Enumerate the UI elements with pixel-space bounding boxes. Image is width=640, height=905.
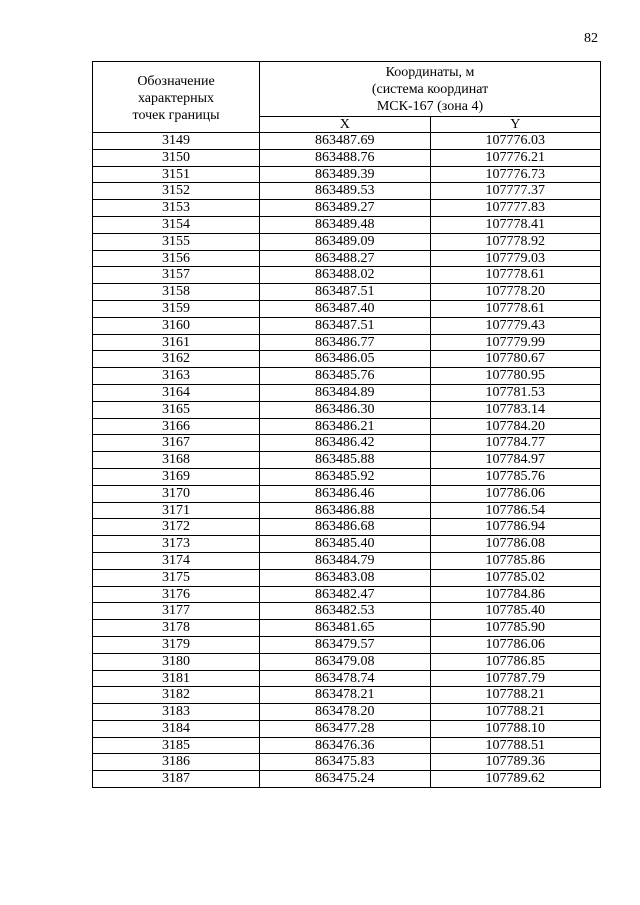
coordinates-header-line: (система координат [371,82,489,97]
point-id-cell: 3175 [93,569,260,586]
x-coordinate-cell: 863489.48 [260,216,431,233]
table-row [93,569,601,586]
point-id-cell: 3178 [93,620,260,637]
y-coordinate-cell: 107776.03 [430,133,601,150]
table-row [93,653,601,670]
table-row [93,401,601,418]
y-coordinate-cell: 107786.94 [430,519,601,536]
y-coordinate-cell: 107778.61 [430,300,601,317]
point-id-cell: 3184 [93,720,260,737]
point-id-cell: 3161 [93,334,260,351]
y-coordinate-cell: 107779.99 [430,334,601,351]
table-row [93,133,601,150]
point-id-cell: 3187 [93,771,260,788]
x-coordinate-cell: 863486.68 [260,519,431,536]
y-coordinate-cell: 107777.83 [430,200,601,217]
y-coordinate-cell: 107781.53 [430,384,601,401]
x-coordinate-cell: 863486.30 [260,401,431,418]
point-id-cell: 3169 [93,468,260,485]
point-id-cell: 3164 [93,384,260,401]
point-id-cell: 3172 [93,519,260,536]
y-coordinate-cell: 107785.40 [430,603,601,620]
y-coordinate-cell: 107784.86 [430,586,601,603]
point-id-cell: 3168 [93,452,260,469]
point-id-cell: 3156 [93,250,260,267]
point-id-cell: 3160 [93,317,260,334]
point-id-cell: 3170 [93,485,260,502]
point-id-cell: 3181 [93,670,260,687]
point-id-cell: 3157 [93,267,260,284]
point-id-cell: 3155 [93,233,260,250]
coordinates-header-line: Координаты, м [385,65,475,80]
y-coordinate-cell: 107784.77 [430,435,601,452]
table-row [93,368,601,385]
y-coordinate-cell: 107776.21 [430,149,601,166]
x-column-header: X [260,117,431,133]
point-id-cell: 3162 [93,351,260,368]
designation-header-line: точек границы [132,107,220,123]
point-id-cell: 3180 [93,653,260,670]
table-row [93,384,601,401]
point-id-cell: 3171 [93,502,260,519]
point-id-cell: 3163 [93,368,260,385]
point-id-cell: 3152 [93,183,260,200]
point-id-cell: 3158 [93,284,260,301]
y-coordinate-cell: 107776.73 [430,166,601,183]
point-id-cell: 3149 [93,133,260,150]
x-coordinate-cell: 863486.46 [260,485,431,502]
point-id-cell: 3183 [93,704,260,721]
y-coordinate-cell: 107787.79 [430,670,601,687]
table-row [93,754,601,771]
y-coordinate-cell: 107788.51 [430,737,601,754]
table-row [93,586,601,603]
point-id-cell: 3186 [93,754,260,771]
y-coordinate-cell: 107783.14 [430,401,601,418]
x-coordinate-cell: 863489.27 [260,200,431,217]
x-coordinate-cell: 863484.79 [260,552,431,569]
x-coordinate-cell: 863486.05 [260,351,431,368]
y-coordinate-cell: 107785.90 [430,620,601,637]
point-id-cell: 3177 [93,603,260,620]
y-coordinate-cell: 107780.67 [430,351,601,368]
x-coordinate-cell: 863478.74 [260,670,431,687]
x-coordinate-cell: 863486.42 [260,435,431,452]
table-row [93,603,601,620]
table-row [93,200,601,217]
table-row [93,149,601,166]
y-coordinate-cell: 107786.06 [430,636,601,653]
point-id-cell: 3151 [93,166,260,183]
coordinates-table [92,61,601,788]
point-id-cell: 3165 [93,401,260,418]
y-coordinate-cell: 107778.61 [430,267,601,284]
x-coordinate-cell: 863475.24 [260,771,431,788]
designation-header-line: характерных [137,90,215,106]
table-row [93,166,601,183]
x-coordinate-cell: 863477.28 [260,720,431,737]
table-row [93,250,601,267]
x-coordinate-cell: 863488.76 [260,149,431,166]
designation-header-line: Обозначение [137,73,215,89]
x-coordinate-cell: 863489.09 [260,233,431,250]
x-coordinate-cell: 863487.69 [260,133,431,150]
x-coordinate-cell: 863483.08 [260,569,431,586]
point-id-cell: 3153 [93,200,260,217]
table-row [93,284,601,301]
point-id-cell: 3173 [93,536,260,553]
x-coordinate-cell: 863486.88 [260,502,431,519]
y-coordinate-cell: 107786.08 [430,536,601,553]
table-row [93,670,601,687]
point-id-cell: 3159 [93,300,260,317]
x-coordinate-cell: 863486.21 [260,418,431,435]
table-row [93,620,601,637]
point-id-cell: 3150 [93,149,260,166]
y-coordinate-cell: 107786.54 [430,502,601,519]
x-coordinate-cell: 863485.92 [260,468,431,485]
coordinates-header [260,62,601,117]
x-coordinate-cell: 863482.47 [260,586,431,603]
table-row [93,720,601,737]
x-coordinate-cell: 863487.51 [260,284,431,301]
point-id-cell: 3166 [93,418,260,435]
table-header-row [93,62,601,117]
x-coordinate-cell: 863489.53 [260,183,431,200]
y-coordinate-cell: 107779.03 [430,250,601,267]
x-coordinate-cell: 863476.36 [260,737,431,754]
table-row [93,267,601,284]
x-coordinate-cell: 863481.65 [260,620,431,637]
table-body [93,133,601,788]
table-row [93,536,601,553]
page-number: 82 [584,31,598,46]
coordinates-header-line: МСК-167 (зона 4) [376,99,484,114]
table-row [93,435,601,452]
table-row [93,216,601,233]
table-row [93,418,601,435]
y-coordinate-cell: 107780.95 [430,368,601,385]
table-row [93,737,601,754]
table-row [93,233,601,250]
designation-header [93,62,260,133]
x-coordinate-cell: 863479.57 [260,636,431,653]
point-id-cell: 3179 [93,636,260,653]
y-coordinate-cell: 107788.10 [430,720,601,737]
x-coordinate-cell: 863486.77 [260,334,431,351]
x-coordinate-cell: 863488.02 [260,267,431,284]
x-coordinate-cell: 863484.89 [260,384,431,401]
y-coordinate-cell: 107788.21 [430,687,601,704]
point-id-cell: 3154 [93,216,260,233]
table-row [93,317,601,334]
table-row [93,183,601,200]
table-row [93,334,601,351]
y-coordinate-cell: 107789.62 [430,771,601,788]
y-coordinate-cell: 107785.02 [430,569,601,586]
y-coordinate-cell: 107785.86 [430,552,601,569]
x-coordinate-cell: 863487.51 [260,317,431,334]
y-coordinate-cell: 107786.06 [430,485,601,502]
table-row [93,300,601,317]
x-coordinate-cell: 863488.27 [260,250,431,267]
table-row [93,636,601,653]
y-coordinate-cell: 107785.76 [430,468,601,485]
point-id-cell: 3176 [93,586,260,603]
x-coordinate-cell: 863478.21 [260,687,431,704]
table-row [93,468,601,485]
table-row [93,519,601,536]
table-row [93,502,601,519]
x-coordinate-cell: 863475.83 [260,754,431,771]
y-coordinate-cell: 107789.36 [430,754,601,771]
x-coordinate-cell: 863489.39 [260,166,431,183]
table-row [93,704,601,721]
table-row [93,452,601,469]
point-id-cell: 3182 [93,687,260,704]
y-column-header: Y [430,117,601,133]
y-coordinate-cell: 107777.37 [430,183,601,200]
x-coordinate-cell: 863485.40 [260,536,431,553]
y-coordinate-cell: 107788.21 [430,704,601,721]
x-coordinate-cell: 863482.53 [260,603,431,620]
y-coordinate-cell: 107784.97 [430,452,601,469]
x-coordinate-cell: 863478.20 [260,704,431,721]
y-coordinate-cell: 107779.43 [430,317,601,334]
table-row [93,485,601,502]
x-coordinate-cell: 863487.40 [260,300,431,317]
y-coordinate-cell: 107786.85 [430,653,601,670]
point-id-cell: 3174 [93,552,260,569]
x-coordinate-cell: 863485.88 [260,452,431,469]
table-row [93,687,601,704]
y-coordinate-cell: 107784.20 [430,418,601,435]
table-row [93,771,601,788]
point-id-cell: 3167 [93,435,260,452]
x-coordinate-cell: 863479.08 [260,653,431,670]
x-coordinate-cell: 863485.76 [260,368,431,385]
table-row [93,351,601,368]
point-id-cell: 3185 [93,737,260,754]
y-coordinate-cell: 107778.41 [430,216,601,233]
y-coordinate-cell: 107778.92 [430,233,601,250]
y-coordinate-cell: 107778.20 [430,284,601,301]
table-row [93,552,601,569]
